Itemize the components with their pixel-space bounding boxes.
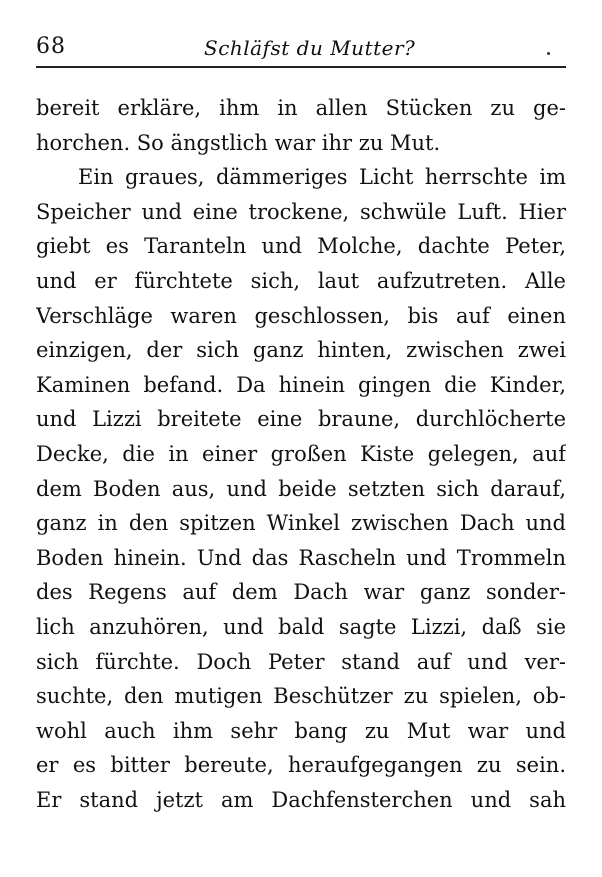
page-number: 68 (36, 34, 66, 59)
text-line: Decke, die in einer großen Kiste gelegen, auf (36, 441, 566, 466)
print-speck (547, 52, 550, 55)
text-line: horchen. So ängstlich war ihr zu Mut. (36, 130, 441, 155)
text-line: und Lizzi breitete eine braune, durchlöcherte (36, 407, 566, 432)
text-line: des Regens auf dem Dach war ganz sonder- (36, 580, 566, 605)
text-line: Verschläge waren geschlossen, bis auf einen (36, 303, 566, 328)
text-line: bereit erkläre, ihm in allen Stücken zu ge- (36, 96, 566, 120)
text-line: Speicher und eine trockene, schwüle Luft. Hier (36, 199, 566, 224)
running-head-title: Schläfst du Mutter? (204, 36, 416, 60)
text-line: lich anzuhören, und bald sagte Lizzi, daß sie (36, 614, 566, 639)
text-line: wohl auch ihm sehr bang zu Mut war und (36, 718, 566, 743)
text-line: Er stand jetzt am Dachfensterchen und sah (36, 787, 566, 812)
text-line: und er fürchtete sich, laut aufzutreten. Alle (36, 268, 566, 293)
text-line: er es bitter bereute, heraufgegangen zu sein. (36, 753, 566, 778)
header-rule (36, 66, 566, 68)
text-line: dem Boden aus, und beide setzten sich darauf, (36, 476, 566, 501)
text-line: einzigen, der sich ganz hinten, zwischen zwei (36, 338, 566, 363)
text-line: suchte, den mutigen Beschützer zu spielen, ob- (36, 684, 566, 709)
page-header (36, 34, 566, 68)
text-line: Boden hinein. Und das Rascheln und Trommeln (36, 545, 566, 570)
body-text (36, 91, 566, 817)
text-line: ganz in den spitzen Winkel zwischen Dach und (36, 511, 566, 536)
text-line: giebt es Taranteln und Molche, dachte Peter, (36, 234, 566, 259)
text-line: sich fürchte. Doch Peter stand auf und ver- (36, 649, 566, 674)
text-line: Kaminen befand. Da hinein gingen die Kinder, (36, 372, 566, 397)
text-line: Ein graues, dämmeriges Licht herrschte im (78, 165, 566, 190)
